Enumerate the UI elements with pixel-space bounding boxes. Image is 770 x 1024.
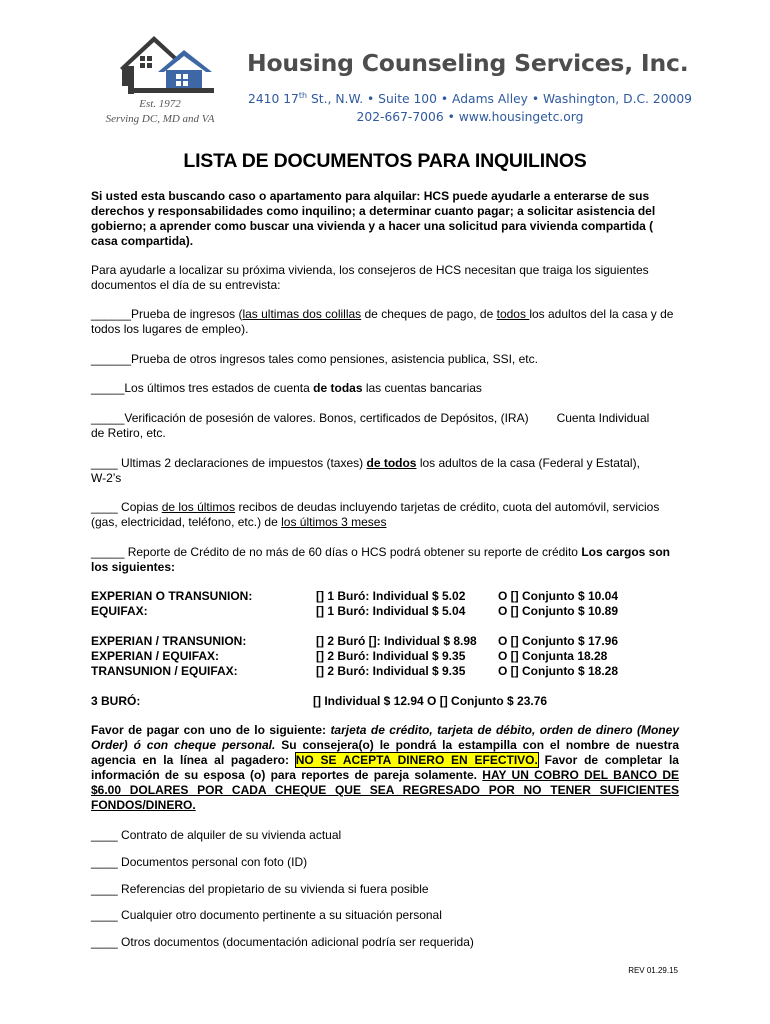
list-item-debts: ____ Copias de los últimos recibos de deudas incluyendo tarjetas de crédito, cuota del automóvil, servicios (gas, electricidad, teléfono, etc.) de los últimos 3 meses: [91, 500, 660, 529]
fee-label: EXPERIAN O TRANSUNION:: [91, 589, 253, 603]
fee-label: EQUIFAX:: [91, 604, 148, 618]
est-text: Est. 1972: [139, 98, 181, 110]
hcs-logo: [118, 30, 218, 100]
fee-individual: [] 2 Buró: Individual $ 9.35: [316, 664, 466, 678]
fee-label: 3 BURÓ:: [91, 694, 141, 708]
fee-individual: [] 1 Buró: Individual $ 5.04: [316, 604, 466, 618]
house-icon: [120, 36, 214, 94]
final-item: ____ Cualquier otro documento pertinente a su situación personal: [91, 908, 442, 922]
list-item-assets: _____Verificación de posesión de valores. Bonos, certificados de Depósitos, (IRA) Cuenta Individual de Retiro, etc.: [91, 411, 650, 440]
list-item-taxes: ____ Ultimas 2 declaraciones de impuestos (taxes) de todos los adultos de la casa (Federal y Estatal), W-2’s: [91, 456, 640, 485]
fee-individual: [] 2 Buró []: Individual $ 8.98: [316, 634, 477, 648]
fee-individual: [] 2 Buró: Individual $ 9.35: [316, 649, 466, 663]
address-line: 2410 17th St., N.W. • Suite 100 • Adams Alley • Washington, D.C. 20009: [248, 91, 692, 107]
revision-label: REV 01.29.15: [628, 966, 678, 975]
fee-joint: O [] Conjunto $ 10.04: [498, 589, 619, 603]
serving-text: Serving DC, MD and VA: [105, 113, 215, 125]
final-item: ____ Contrato de alquiler de su vivienda actual: [91, 828, 342, 842]
fee-label: EXPERIAN / TRANSUNION:: [91, 634, 247, 648]
intro-bold: Si usted esta buscando caso o apartamento para alquilar: HCS puede ayudarle a enterarse de sus derechos y responsabilidades como inquilino; a determinar cuanto pagar; a solicitar asistencia del gobierno; a aprender como buscar una vivienda y a hacer una solicitud para vivienda compartida ( casa compartida).: [91, 189, 656, 248]
fee-label: TRANSUNION / EQUIFAX:: [91, 664, 238, 678]
no-cash-highlight: NO SE ACEPTA DINERO EN EFECTIVO.: [295, 753, 538, 767]
list-item-income: ______Prueba de ingresos (las ultimas dos colillas de cheques de pago, de todos los adultos del la casa y de todos los lugares de empleo).: [91, 307, 674, 336]
list-item-other-income: ______Prueba de otros ingresos tales como pensiones, asistencia publica, SSI, etc.: [91, 352, 538, 366]
fee-joint: O [] Conjunta 18.28: [498, 649, 608, 663]
final-item: ____ Documentos personal con foto (ID): [91, 855, 308, 869]
fee-individual: [] 1 Buró: Individual $ 5.02: [316, 589, 466, 603]
list-item-bank: _____Los últimos tres estados de cuenta de todas las cuentas bancarias: [91, 381, 482, 395]
fee-joint: O [] Conjunto $ 17.96: [498, 634, 619, 648]
list-item-credit: _____ Reporte de Crédito de no más de 60 días o HCS podrá obtener su reporte de crédito Los cargos son los siguientes:: [91, 545, 670, 574]
document-title: LISTA DE DOCUMENTOS PARA INQUILINOS: [183, 150, 587, 172]
fee-joint: O [] Conjunto $ 10.89: [498, 604, 619, 618]
fee-individual: [] Individual $ 12.94 O [] Conjunto $ 23.76: [313, 694, 548, 708]
intro-text: Para ayudarle a localizar su próxima vivienda, los consejeros de HCS necesitan que traiga los siguientes documentos el día de su entrevista:: [91, 263, 649, 292]
fee-joint: O [] Conjunto $ 18.28: [498, 664, 619, 678]
fee-label: EXPERIAN / EQUIFAX:: [91, 649, 220, 663]
final-item: ____ Referencias del propietario de su vivienda si fuera posible: [91, 882, 429, 896]
final-item: ____ Otros documentos (documentación adicional podría ser requerida): [91, 935, 474, 949]
payment-paragraph: Favor de pagar con uno de lo siguiente: tarjeta de crédito, tarjeta de débito, orden de dinero (Money Order) ó con cheque personal. Su consejera(o) le pondrá la estampilla con el nombre de nuestra agencia en la línea al pagadero: NO SE ACEPTA DINERO EN EFECTIVO. Favor de completar la información de su esposa (o) para reportes de pareja solamente. HAY UN COBRO DEL BANCO DE $6.00 DOLARES POR CADA CHEQUE QUE SEA REGRESADO POR NO TENER SUFICIENTES FONDOS/DINERO.: [91, 723, 679, 812]
org-name: Housing Counseling Services, Inc.: [247, 49, 689, 77]
contact-line: 202-667-7006 • www.housingetc.org: [356, 110, 584, 124]
